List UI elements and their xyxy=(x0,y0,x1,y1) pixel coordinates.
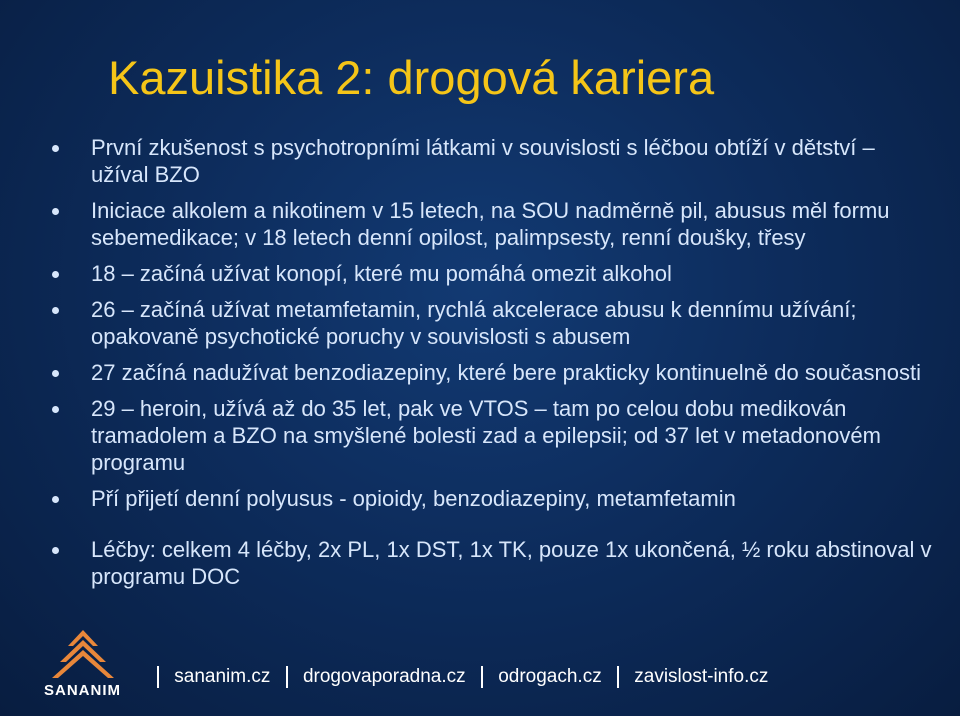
bullet-item: Iniciace alkolem a nikotinem v 15 letech, na SOU nadměrně pil, abusus měl formu sebemedikace; v 18 letech denní opilost, palimpsesty, renní doušky, třesy xyxy=(52,197,932,251)
bullet-item: 18 – začíná užívat konopí, které mu pomáhá omezit alkohol xyxy=(52,260,932,287)
bullet-dot xyxy=(52,496,59,503)
bullet-dot xyxy=(52,406,59,413)
bullet-item: První zkušenost s psychotropními látkami v souvislosti s léčbou obtíží v dětství – užíval BZO xyxy=(52,134,932,188)
bullet-list xyxy=(52,134,932,599)
bullet-item: Léčby: celkem 4 léčby, 2x PL, 1x DST, 1x TK, pouze 1x ukončená, ½ roku abstinoval v programu DOC xyxy=(52,536,932,590)
logo-text: SANANIM xyxy=(44,682,121,699)
footer-links xyxy=(147,666,768,688)
bullet-dot xyxy=(52,271,59,278)
footer-link-odrogach[interactable]: odrogach.cz xyxy=(498,666,602,688)
divider xyxy=(286,666,288,688)
bullet-dot xyxy=(52,370,59,377)
footer-link-zavislost-info[interactable]: zavislost-info.cz xyxy=(634,666,769,688)
bullet-item: 29 – heroin, užívá až do 35 let, pak ve VTOS – tam po celou dobu medikován tramadolem a BZO na smyšlené bolesti zad a epilepsii; od 37 let v metadonovém programu xyxy=(52,395,932,476)
divider xyxy=(157,666,159,688)
bullet-dot xyxy=(52,145,59,152)
footer xyxy=(0,650,960,716)
slide-title: Kazuistika 2: drogová kariera xyxy=(108,51,715,104)
divider xyxy=(481,666,483,688)
footer-link-drogovaporadna[interactable]: drogovaporadna.cz xyxy=(302,666,466,688)
bullet-dot xyxy=(52,547,59,554)
bullet-item: 27 začíná nadužívat benzodiazepiny, které bere prakticky kontinuelně do současnosti xyxy=(52,359,932,386)
footer-link-sananim[interactable]: sananim.cz xyxy=(174,666,271,688)
bullet-dot xyxy=(52,307,59,314)
bullet-item: Pří přijetí denní polyusus - opioidy, benzodiazepiny, metamfetamin xyxy=(52,485,932,512)
bullet-dot xyxy=(52,208,59,215)
bullet-item: 26 – začíná užívat metamfetamin, rychlá akcelerace abusu k dennímu užívání; opakovaně psychotické poruchy v souvislosti s abusem xyxy=(52,296,932,350)
divider xyxy=(617,666,619,688)
